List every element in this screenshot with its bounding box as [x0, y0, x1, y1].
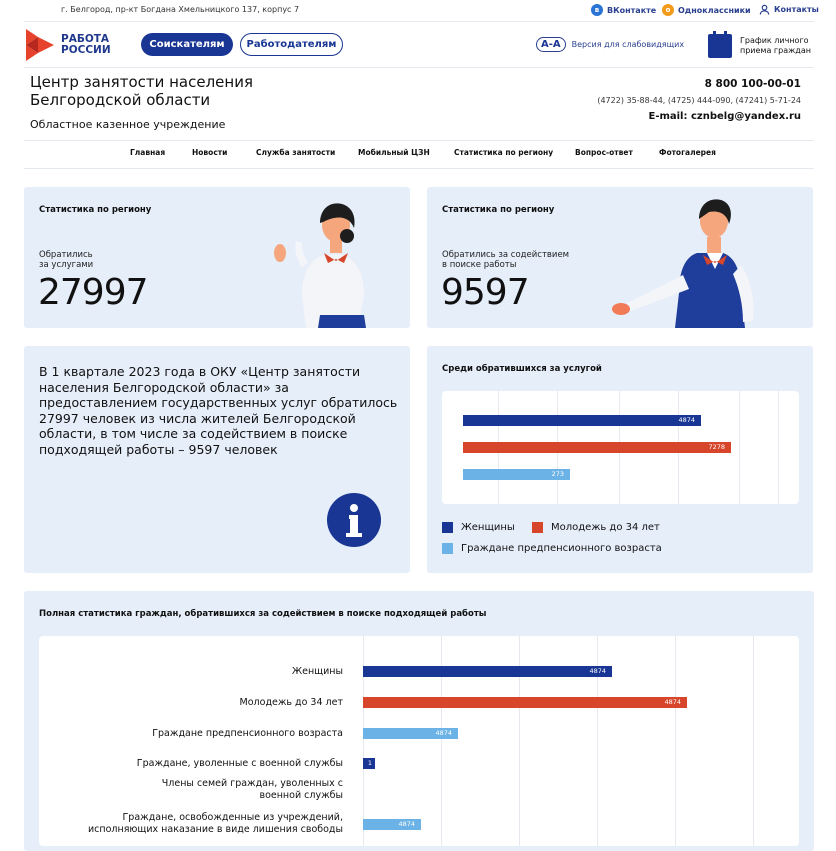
grid-line — [753, 636, 754, 846]
top-bar — [0, 0, 836, 20]
bar-women: 4874 — [463, 415, 701, 426]
category-labels — [39, 636, 343, 846]
grid-line — [675, 636, 676, 846]
card-label-line1: Обратились за содействием — [442, 250, 570, 260]
phones-list: (4722) 35-88-44, (4725) 444-090, (47241) 5-71-24 — [597, 96, 801, 105]
logo-line1: РАБОТА — [61, 33, 110, 45]
card-title: Статистика по региону — [39, 205, 152, 215]
schedule-line2: приема граждан — [740, 46, 811, 55]
nav-item-mobile-czn[interactable]: Мобильный ЦЗН — [358, 148, 430, 157]
stat-card-services — [24, 187, 410, 328]
category-label: Граждане, освобожденные из учреждений, исполняющих наказание в виде лишения свободы — [88, 812, 343, 835]
nav-item-faq[interactable]: Вопрос-ответ — [575, 148, 633, 157]
card-label-line2: в поиске работы — [442, 260, 517, 270]
email[interactable]: E-mail: cznbelg@yandex.ru — [648, 111, 801, 122]
legend-item-youth — [532, 522, 660, 533]
org-name — [30, 73, 253, 109]
category-label: Женщины — [291, 666, 343, 677]
org-subtitle: Областное казенное учреждение — [30, 118, 226, 131]
contacts-block — [597, 78, 801, 122]
category-label: Граждане предпенсионного возраста — [152, 728, 343, 739]
card-value: 9597 — [441, 272, 529, 313]
employers-button[interactable]: Работодателям — [240, 33, 343, 56]
grid-line — [778, 391, 779, 504]
ok-link[interactable] — [662, 4, 751, 16]
woman-illustration — [607, 195, 807, 328]
category-label: Граждане, уволенные с военной службы — [136, 758, 343, 769]
category-label: Члены семей граждан, уволенных с военной службы — [161, 778, 343, 801]
legend-label: Молодежь до 34 лет — [551, 522, 660, 533]
seekers-button[interactable]: Соискателям — [141, 33, 233, 56]
divider — [24, 67, 814, 68]
grid-line — [739, 391, 740, 504]
legend-label: Женщины — [461, 522, 515, 533]
org-name-line1: Центр занятости населения — [30, 73, 253, 91]
low-vision-label: Версия для слабовидящих — [571, 40, 685, 49]
bar-0: 4874 — [363, 666, 612, 677]
info-icon — [327, 493, 381, 547]
low-vision-link[interactable] — [536, 37, 684, 52]
address-text: г. Белгород, пр-кт Богдана Хмельницкого 137, корпус 7 — [61, 5, 300, 14]
stat-card-job-search — [427, 187, 813, 328]
logo-text — [61, 34, 111, 56]
ok-label: Одноклассники — [678, 5, 751, 15]
legend-swatch — [442, 522, 453, 533]
chart-title: Полная статистика граждан, обратившихся за содействием в поиске подходящей работы — [39, 609, 487, 619]
nav-item-employment-service[interactable]: Служба занятости — [256, 148, 336, 157]
contacts-link[interactable] — [759, 4, 819, 15]
woman-illustration — [272, 197, 382, 328]
card-value: 27997 — [38, 272, 148, 313]
chart-card-services — [427, 346, 813, 573]
main-nav — [24, 146, 814, 160]
schedule-link[interactable] — [708, 34, 811, 58]
legend-label: Граждане предпенсионного возраста — [461, 543, 662, 554]
vk-link[interactable] — [591, 4, 656, 16]
vk-label: ВКонтакте — [607, 5, 657, 15]
card-title: Статистика по региону — [442, 205, 555, 215]
vk-icon: в — [591, 4, 603, 16]
bar-1: 4874 — [363, 697, 687, 708]
bar-5: 4874 — [363, 819, 421, 830]
bar-2: 4874 — [363, 728, 458, 739]
card-label-line1: Обратились — [39, 250, 93, 260]
divider — [24, 21, 814, 22]
calendar-icon — [708, 34, 732, 58]
category-label: Молодежь до 34 лет — [239, 697, 343, 708]
card-label-line2: за услугами — [39, 260, 94, 270]
legend-item-prepension — [442, 543, 662, 554]
contacts-label: Контакты — [774, 5, 819, 14]
info-text: В 1 квартале 2023 года в ОКУ «Центр занятости населения Белгородской области» за предоставлением государственных услуг обратилось 27997 человек из числа жителей Белгородской области, в том числе за содействием в поиске подходящей работы – 9597 человек — [39, 364, 398, 457]
chart-plot — [442, 391, 799, 504]
bar-3: 1 — [363, 758, 375, 769]
schedule-line1: График личного — [740, 36, 809, 45]
font-size-icon: A-A — [536, 37, 566, 52]
user-icon — [759, 4, 770, 15]
info-card — [24, 346, 410, 573]
nav-item-gallery[interactable]: Фотогалерея — [659, 148, 716, 157]
nav-item-home[interactable]: Главная — [130, 148, 166, 157]
ok-icon: о — [662, 4, 674, 16]
logo[interactable] — [24, 28, 111, 62]
chart-title: Среди обратившихся за услугой — [442, 364, 602, 374]
legend-swatch — [532, 522, 543, 533]
legend-item-women — [442, 522, 515, 533]
divider — [24, 168, 814, 169]
logo-icon — [24, 28, 56, 62]
legend-swatch — [442, 543, 453, 554]
card-label — [442, 250, 569, 270]
nav-item-statistics[interactable]: Статистика по региону — [454, 148, 554, 157]
card-label — [39, 250, 93, 270]
logo-line2: РОССИИ — [61, 44, 111, 56]
nav-item-news[interactable]: Новости — [192, 148, 228, 157]
hotline-phone[interactable]: 8 800 100-00-01 — [704, 78, 801, 90]
org-name-line2: Белгородской области — [30, 91, 211, 109]
chart-card-full — [24, 591, 814, 851]
bar-prepension: 273 — [463, 469, 570, 480]
chart-plot — [39, 636, 799, 846]
bar-youth: 7278 — [463, 442, 731, 453]
divider — [24, 140, 814, 141]
